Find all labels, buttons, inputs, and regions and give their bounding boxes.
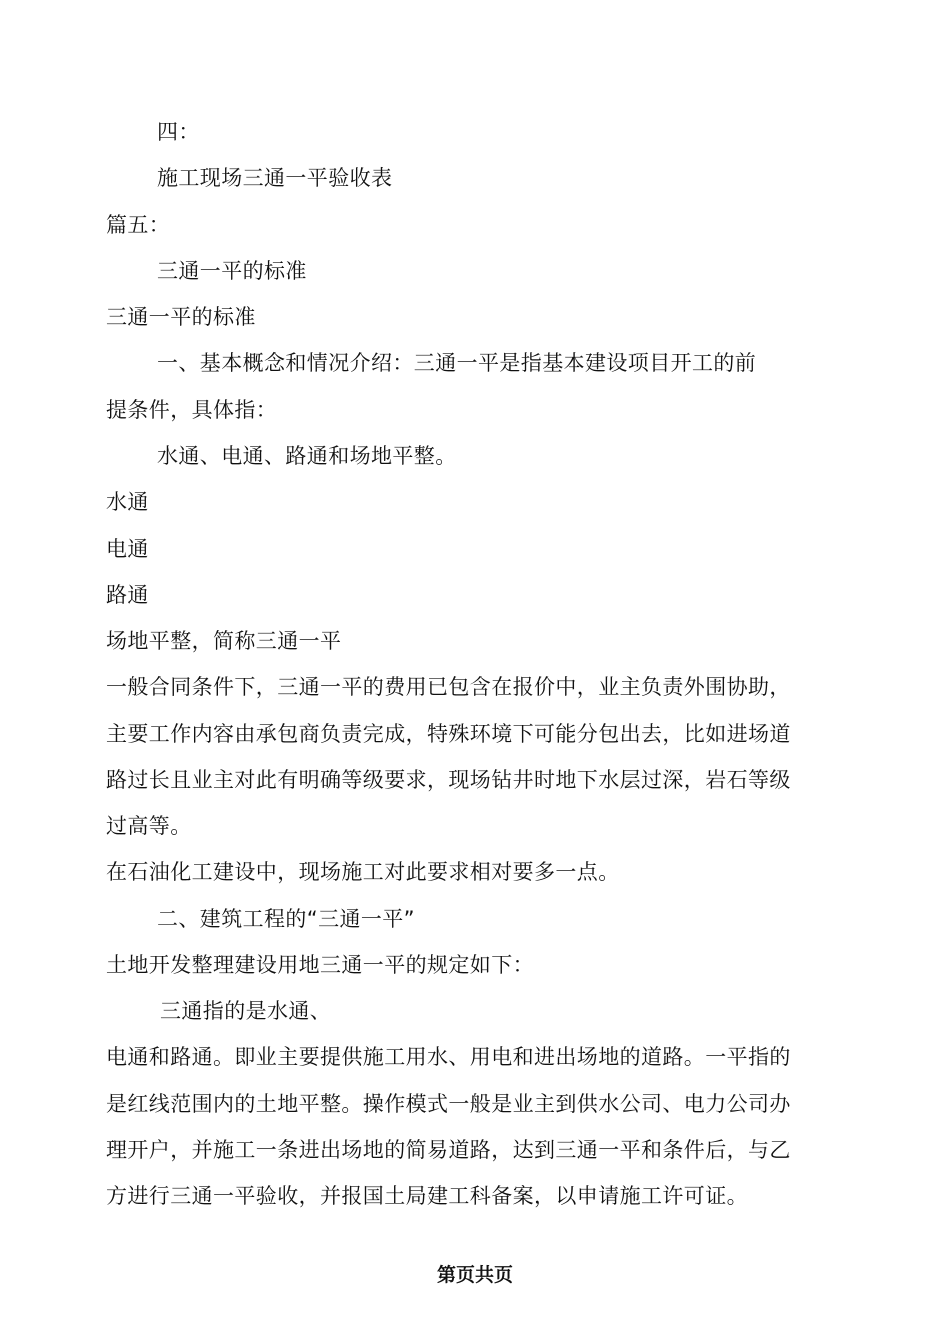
section-heading: 二、建筑工程的“三通一平” [157,907,415,931]
title-acceptance-table: 施工现场三通一平验收表 [157,166,393,190]
paragraph-line: 电通和路通。即业主要提供施工用水、用电和进出场地的道路。一平指的 [106,1045,791,1069]
section-number: 四： [157,120,200,144]
subheading-standard: 三通一平的标准 [157,259,307,283]
paragraph-line: 一、基本概念和情况介绍：三通一平是指基本建设项目开工的前 [157,351,757,375]
paragraph-line: 三通指的是水通、 [160,999,332,1023]
list-item: 水通 [106,490,149,514]
page-footer: 第页共页 [436,1264,513,1286]
list-item: 路通 [106,583,149,607]
paragraph-line: 一般合同条件下，三通一平的费用已包含在报价中，业主负责外围协助， [106,675,791,699]
paragraph-line: 在石油化工建设中，现场施工对此要求相对要多一点。 [106,860,620,884]
heading-standard: 三通一平的标准 [106,305,256,329]
list-item: 场地平整，简称三通一平 [106,629,342,653]
paragraph-line: 主要工作内容由承包商负责完成，特殊环境下可能分包出去，比如进场道 [106,722,791,746]
paragraph-line: 路过长且业主对此有明确等级要求，现场钻井时地下水层过深，岩石等级 [106,768,791,792]
paragraph-line: 土地开发整理建设用地三通一平的规定如下： [106,953,534,977]
paragraph-line: 过高等。 [106,814,192,838]
paragraph-line: 水通、电通、路通和场地平整。 [157,444,457,468]
list-item: 电通 [106,537,149,561]
paragraph-line: 方进行三通一平验收，并报国土局建工科备案，以申请施工许可证。 [106,1184,748,1208]
paragraph-line: 理开户，并施工一条进出场地的简易道路，达到三通一平和条件后，与乙 [106,1138,791,1162]
paragraph-line: 是红线范围内的土地平整。操作模式一般是业主到供水公司、电力公司办 [106,1092,791,1116]
chapter-heading: 篇五： [106,213,171,237]
paragraph-line: 提条件，具体指： [106,398,278,422]
